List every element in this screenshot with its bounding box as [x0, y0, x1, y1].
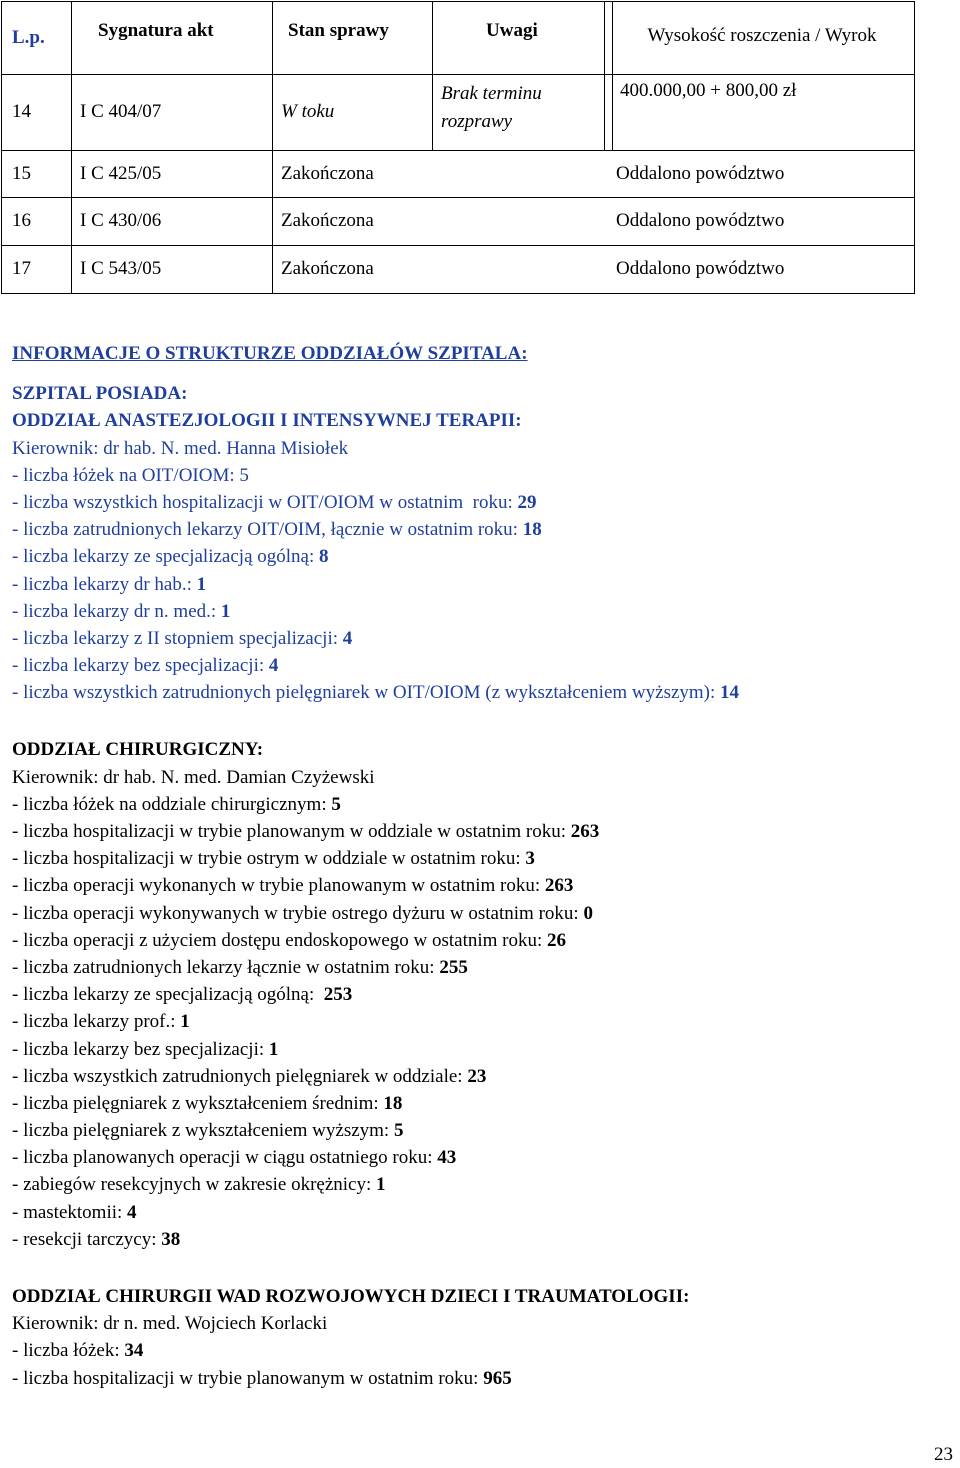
stat-line [12, 791, 952, 818]
cell-stan: Zakończona [281, 162, 374, 184]
stat-line [12, 679, 952, 706]
col-divider [612, 2, 613, 150]
header-sygnatura: Sygnatura akt [98, 20, 214, 41]
stat-line [12, 954, 952, 981]
stat-value: 253 [323, 984, 353, 1006]
cell-sygnatura: I C 425/05 [80, 162, 162, 184]
stat-value: 4 [268, 655, 279, 677]
col-divider [272, 2, 273, 293]
stat-value: 263 [570, 821, 600, 842]
stat-label: - liczba lekarzy bez specjalizacji: [12, 1038, 269, 1060]
stat-value: 1 [220, 600, 231, 622]
stat-label: - liczba hospitalizacji w trybie planowanym w ostatnim roku: [12, 1367, 484, 1389]
stat-label: - liczba lekarzy ze specjalizacją ogólną: [12, 546, 319, 568]
stat-line [12, 1337, 952, 1364]
stat-value: 23 [467, 1065, 487, 1087]
hospital-structure-info [12, 340, 952, 1392]
stat-label: - zabiegów resekcyjnych w zakresie okrężnicy: [12, 1174, 376, 1196]
stat-line [12, 927, 952, 954]
stat-value: 965 [483, 1367, 512, 1389]
col-divider [604, 2, 605, 150]
stat-value: 38 [161, 1228, 181, 1250]
stat-line [12, 981, 952, 1008]
stat-line [12, 1008, 952, 1035]
stat-value: 255 [439, 956, 468, 978]
stat-line [12, 900, 952, 927]
cell-stan: Zakończona [281, 210, 374, 231]
stat-label: - liczba łóżek na oddziale chirurgicznym: [12, 793, 332, 815]
cell-sygnatura: I C 404/07 [80, 101, 162, 122]
stat-label: - liczba wszystkich zatrudnionych pielęgniarek w OIT/OIOM (z wykształceniem wyższym): [12, 682, 721, 704]
cell-uwagi: Brak terminu rozprawy [441, 83, 542, 132]
stat-label: - liczba hospitalizacji w trybie ostrym w oddziale w ostatnim roku: [12, 848, 526, 870]
stat-line [12, 1226, 952, 1253]
stat-value: 5 [331, 793, 341, 815]
header-wyrok: Wysokość roszczenia / Wyrok [647, 25, 877, 46]
stat-label: - liczba operacji wykonywanych w trybie ostrego dyżuru w ostatnim roku: [12, 902, 584, 924]
stat-line [12, 872, 952, 899]
header-uwagi: Uwagi [486, 20, 538, 41]
stat-value: 29 [517, 491, 537, 513]
cell-stan: Zakończona [281, 258, 374, 279]
stat-line [12, 1036, 952, 1063]
stat-value: 1 [180, 1011, 190, 1033]
cell-wyrok: Oddalono powództwo [616, 258, 785, 279]
stat-label: - liczba operacji wykonanych w trybie planowanym w ostatnim roku: [12, 875, 545, 897]
stat-line [12, 845, 952, 872]
dept-title-pediatric-surgery: ODDZIAŁ CHIRURGII WAD ROZWOJOWYCH DZIECI I TRAUMATOLOGII: [12, 1286, 690, 1307]
stat-line [12, 462, 952, 489]
cell-wyrok: 400.000,00 + 800,00 zł [620, 80, 797, 101]
stat-value: 1 [376, 1174, 386, 1196]
section-heading: INFORMACJE O STRUKTURZE ODDZIAŁÓW SZPITALA: [12, 343, 528, 364]
stat-value: 5 [239, 464, 249, 486]
stat-value: 26 [547, 929, 567, 951]
stat-value: 1 [196, 573, 207, 595]
stat-value: 0 [583, 902, 593, 924]
stat-label: - resekcji tarczycy: [12, 1228, 162, 1250]
stat-line [12, 1117, 952, 1144]
dept-items-surgery [12, 791, 952, 1253]
stat-label: - liczba lekarzy bez specjalizacji: [12, 655, 269, 677]
stat-label: - liczba lekarzy prof.: [12, 1011, 181, 1033]
dept-title-anesthesiology: ODDZIAŁ ANASTEZJOLOGII I INTENSYWNEJ TERAPII: [12, 410, 522, 432]
stat-line [12, 543, 952, 570]
stat-line [12, 652, 952, 679]
stat-label: - liczba łóżek na OIT/OIOM: [12, 464, 240, 486]
stat-line [12, 1144, 952, 1171]
stat-line [12, 571, 952, 598]
stat-line [12, 598, 952, 625]
stat-line [12, 1090, 952, 1117]
header-stan: Stan sprawy [288, 20, 389, 41]
stat-value: 4 [127, 1201, 137, 1223]
cell-wyrok: Oddalono powództwo [616, 210, 785, 231]
stat-value: 5 [393, 1120, 404, 1142]
dept-head-surgery: Kierownik: dr hab. N. med. Damian Czyżewski [12, 766, 375, 788]
col-divider [432, 2, 433, 150]
cell-lp: 15 [12, 162, 31, 184]
stat-value: 8 [319, 546, 329, 568]
stat-value: 1 [268, 1038, 279, 1060]
stat-value: 3 [525, 848, 535, 870]
section-subheading: SZPITAL POSIADA: [12, 383, 188, 405]
stat-line [12, 489, 952, 516]
stat-value: 18 [383, 1092, 403, 1114]
cell-stan: W toku [281, 101, 335, 122]
stat-value: 14 [720, 682, 740, 704]
dept-items-pediatric-surgery [12, 1337, 952, 1391]
header-lp: L.p. [12, 27, 45, 48]
stat-value: 43 [437, 1147, 457, 1169]
cell-lp: 17 [12, 258, 31, 279]
stat-line [12, 1171, 952, 1198]
stat-label: - liczba hospitalizacji w trybie planowanym w oddziale w ostatnim roku: [12, 821, 571, 842]
stat-label: - liczba zatrudnionych lekarzy łącznie w ostatnim roku: [12, 956, 440, 978]
cell-sygnatura: I C 543/05 [80, 258, 162, 279]
stat-label: - liczba planowanych operacji w ciągu ostatniego roku: [12, 1147, 438, 1169]
dept-items-anesthesiology [12, 462, 952, 707]
stat-label: - liczba zatrudnionych lekarzy OIT/OIM, łącznie w ostatnim roku: [12, 519, 523, 541]
stat-value: 263 [544, 875, 574, 897]
cell-lp: 14 [12, 101, 31, 122]
stat-label: - liczba lekarzy dr n. med.: [12, 600, 221, 622]
stat-label: - liczba pielęgniarek z wykształceniem wyższym: [12, 1120, 394, 1142]
stat-label: - liczba łóżek: [12, 1340, 125, 1362]
stat-line [12, 1365, 952, 1392]
cell-wyrok: Oddalono powództwo [616, 162, 785, 184]
dept-head-anesthesiology: Kierownik: dr hab. N. med. Hanna Misiołek [12, 437, 349, 459]
stat-value: 4 [342, 627, 353, 649]
stat-label: - liczba wszystkich zatrudnionych pielęgniarek w oddziale: [12, 1065, 468, 1087]
stat-label: - liczba lekarzy ze specjalizacją ogólną: [12, 984, 324, 1006]
dept-title-surgery: ODDZIAŁ CHIRURGICZNY: [12, 739, 264, 761]
stat-label: - liczba lekarzy dr hab.: [12, 573, 197, 595]
dept-head-pediatric-surgery: Kierownik: dr n. med. Wojciech Korlacki [12, 1313, 328, 1335]
cell-lp: 16 [12, 210, 31, 231]
cell-sygnatura: I C 430/06 [80, 210, 162, 231]
stat-label: - liczba wszystkich hospitalizacji w OIT/OIOM w ostatnim roku: [12, 491, 518, 513]
stat-label: - mastektomii: [12, 1201, 128, 1223]
col-divider [71, 2, 72, 293]
stat-line [12, 516, 952, 543]
page-number: 23 [934, 1444, 953, 1465]
stat-line [12, 625, 952, 652]
stat-line [12, 818, 952, 845]
cases-table [1, 1, 915, 294]
stat-label: - liczba operacji z użyciem dostępu endoskopowego w ostatnim roku: [12, 929, 548, 951]
stat-line [12, 1199, 952, 1226]
stat-value: 18 [522, 519, 542, 541]
stat-label: - liczba lekarzy z II stopniem specjalizacji: [12, 627, 343, 649]
stat-label: - liczba pielęgniarek z wykształceniem średnim: [12, 1092, 384, 1114]
stat-value: 34 [124, 1340, 144, 1362]
stat-line [12, 1063, 952, 1090]
